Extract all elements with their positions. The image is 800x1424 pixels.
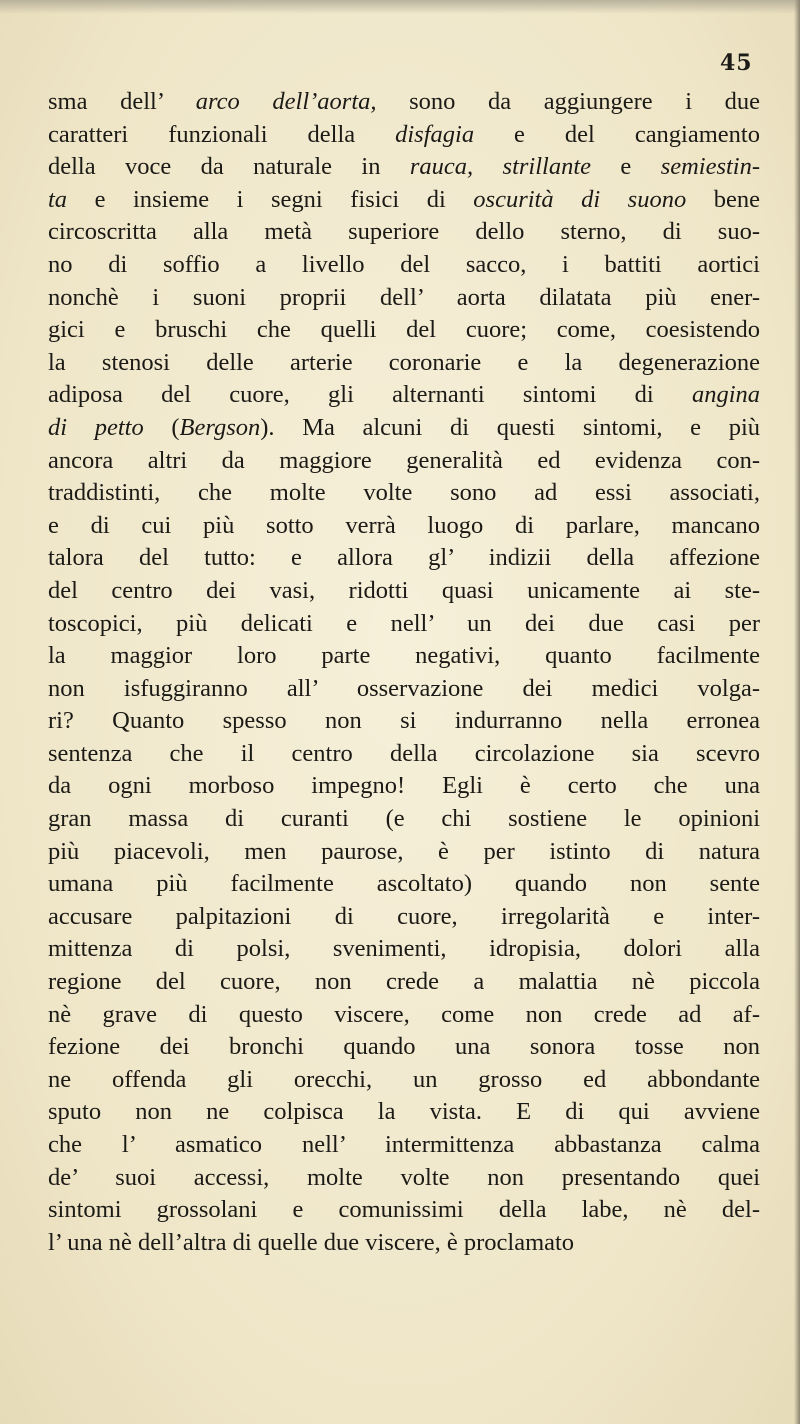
text-line: [48, 836, 760, 869]
text-segment: e insieme i segni fisici di: [67, 185, 474, 213]
text-line: [48, 575, 760, 608]
italic-text: di petto: [48, 413, 144, 441]
text-segment: la maggior loro parte negativi, quanto facilmente: [48, 642, 760, 670]
text-line: [48, 1129, 760, 1162]
text-segment: nè grave di questo viscere, come non crede ad af-: [48, 1000, 760, 1028]
italic-text: angina: [691, 381, 760, 409]
text-line: [48, 282, 760, 315]
text-segment: talora del tutto: e allora gl’ indizii della affezione: [48, 544, 760, 572]
text-line: [48, 379, 760, 412]
text-line: [48, 1162, 760, 1195]
text-line: [48, 1064, 760, 1097]
page-right-edge: [794, 0, 800, 1424]
text-line: [48, 314, 760, 347]
text-segment: più piacevoli, men paurose, è per istinto di natura: [48, 837, 760, 865]
italic-text: rauca, strillante: [409, 153, 592, 181]
text-segment: fezione dei bronchi quando una sonora tosse non: [48, 1033, 760, 1061]
text-line: [48, 249, 760, 282]
text-line: [48, 803, 760, 836]
text-segment: nonchè i suoni proprii dell’ aorta dilatata più ener-: [48, 283, 760, 311]
text-segment: della voce da naturale in: [48, 153, 410, 181]
text-line: [48, 1031, 760, 1064]
text-segment: l’ una nè dell’altra di quelle due viscere, è proclamato: [48, 1228, 575, 1256]
text-segment: caratteri funzionali della: [48, 120, 396, 148]
text-segment: circoscritta alla metà superiore dello sterno, di suo-: [48, 218, 760, 246]
text-line: [48, 510, 760, 543]
text-segment: umana più facilmente ascoltato) quando non sente: [48, 870, 760, 898]
text-segment: e: [591, 153, 661, 181]
text-segment: da ogni morboso impegno! Egli è certo che una: [48, 772, 760, 800]
text-line: [48, 640, 760, 673]
text-line: [48, 705, 760, 738]
text-segment: (: [143, 413, 180, 441]
text-line: [48, 1194, 760, 1227]
text-segment: sputo non ne colpisca la vista. E di qui avviene: [48, 1098, 760, 1126]
text-segment: bene: [686, 185, 760, 213]
text-segment: e di cui più sotto verrà luogo di parlare, mancano: [48, 511, 760, 539]
text-line: [48, 86, 760, 119]
text-segment: ). Ma alcuni di questi sintomi, e più: [260, 413, 760, 441]
italic-text: Bergson: [179, 413, 261, 441]
text-segment: gran massa di curanti (e chi sostiene le opinioni: [48, 805, 760, 833]
text-line: [48, 966, 760, 999]
text-segment: ancora altri da maggiore generalità ed evidenza con-: [48, 446, 760, 474]
text-line: [48, 1096, 760, 1129]
text-line: [48, 184, 760, 217]
text-segment: ri? Quanto spesso non si indurranno nella erronea: [48, 707, 760, 735]
text-segment: del centro dei vasi, ridotti quasi unicamente ai ste-: [48, 576, 760, 604]
italic-text: ta: [48, 185, 68, 213]
text-segment: non isfuggiranno all’ osservazione dei medici volga-: [48, 674, 760, 702]
italic-text: disfagia: [395, 120, 475, 148]
text-line: [48, 216, 760, 249]
page-number: 45: [720, 50, 753, 76]
text-line: [48, 347, 760, 380]
text-line: [48, 412, 760, 445]
text-segment: no di soffio a livello del sacco, i battiti aortici: [48, 250, 760, 278]
text-segment: sma dell’: [48, 88, 196, 115]
text-segment: e del cangiamento: [474, 120, 760, 148]
text-segment: gici e bruschi che quelli del cuore; come, coesistendo: [48, 316, 760, 344]
italic-text: semiestin-: [660, 153, 760, 181]
text-segment: sintomi grossolani e comunissimi della labe, nè del-: [48, 1196, 760, 1224]
text-line: [48, 151, 760, 184]
italic-text: oscurità di suono: [473, 185, 687, 213]
text-line: [48, 738, 760, 771]
text-line: [48, 999, 760, 1032]
text-line: [48, 868, 760, 901]
text-segment: regione del cuore, non crede a malattia nè piccola: [48, 968, 760, 996]
text-segment: toscopici, più delicati e nell’ un dei due casi per: [48, 609, 760, 637]
text-segment: la stenosi delle arterie coronarie e la degenerazione: [48, 348, 760, 376]
text-segment: ne offenda gli orecchi, un grosso ed abbondante: [48, 1065, 760, 1093]
text-segment: de’ suoi accessi, molte volte non presentando quei: [48, 1163, 760, 1191]
text-line: [48, 445, 760, 478]
text-line: [48, 673, 760, 706]
text-segment: mittenza di polsi, svenimenti, idropisia, dolori alla: [48, 935, 760, 963]
text-line: [48, 770, 760, 803]
text-segment: adiposa del cuore, gli alternanti sintomi di: [48, 381, 692, 409]
body-text: [48, 86, 760, 1259]
text-segment: traddistinti, che molte volte sono ad essi associati,: [48, 479, 760, 507]
text-segment: che l’ asmatico nell’ intermittenza abbastanza calma: [48, 1131, 760, 1158]
text-line: [48, 901, 760, 934]
page-top-shadow: [0, 0, 800, 14]
text-line: [48, 1227, 760, 1260]
text-line: [48, 608, 760, 641]
text-segment: sono da aggiungere i due: [376, 88, 760, 115]
text-line: [48, 477, 760, 510]
text-segment: sentenza che il centro della circolazione sia scevro: [48, 739, 760, 767]
text-segment: accusare palpitazioni di cuore, irregolarità e inter-: [48, 902, 760, 930]
text-line: [48, 119, 760, 152]
text-line: [48, 933, 760, 966]
text-line: [48, 542, 760, 575]
italic-text: arco dell’aorta,: [195, 88, 377, 115]
